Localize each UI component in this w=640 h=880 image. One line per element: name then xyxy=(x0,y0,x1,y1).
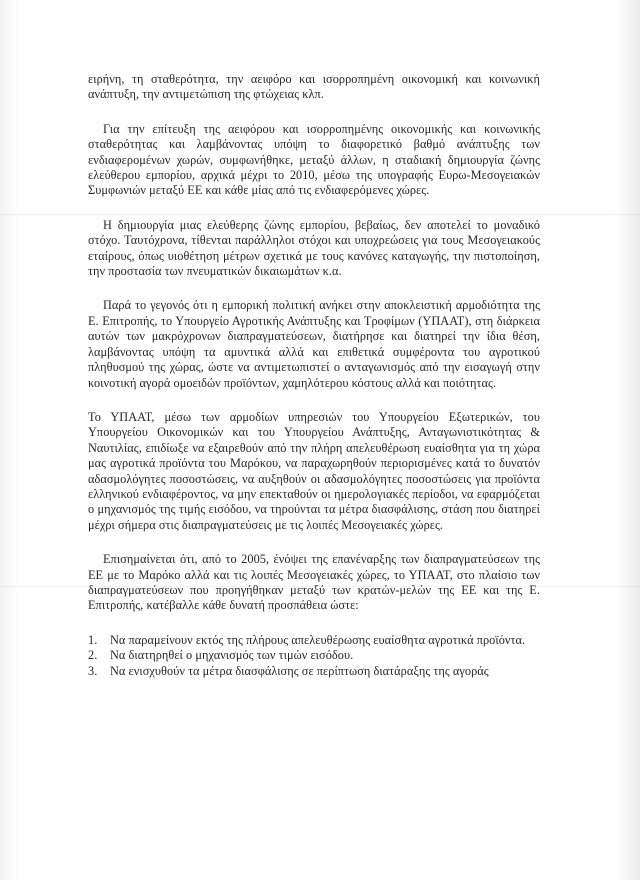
list-item-text: Να ενισχυθούν τα μέτρα διασφάλισης σε περίπτωση διατάραξης της αγοράς xyxy=(110,663,489,678)
list-item-text: Να διατηρηθεί ο μηχανισμός των τιμών εισόδου. xyxy=(110,648,354,663)
list-item-number: 2. xyxy=(88,648,98,663)
list-item-number: 3. xyxy=(88,663,98,678)
list-item-number: 1. xyxy=(88,632,98,647)
numbered-list xyxy=(88,633,540,679)
paragraph: Επισημαίνεται ότι, από το 2005, ένόψει της επανέναρξης των διαπραγματεύσεων της ΕΕ με το Μαρόκο αλλά και τις λοιπές Μεσογειακές χώρες, το ΥΠΑΑΤ, στο πλαίσιο των διαπραγματεύσεων που προηγήθηκαν μεταξύ των κρατών-μελών της ΕΕ και της Ε. Επιτροπής, κατέβαλλε κάθε δυνατή προσπάθεια ώστε: xyxy=(88,552,540,613)
paragraph: Το ΥΠΑΑΤ, μέσω των αρμοδίων υπηρεσιών του Υπουργείου Εξωτερικών, του Υπουργείου Οικονομικών και του Υπουργείου Ανάπτυξης, Ανταγωνιστικότητας & Ναυτιλίας, επιδίωξε να εξαιρεθούν από την πλήρη απελευθέρωση ευαίσθητα για τη χώρα μας αγροτικά προϊόντα του Μαρόκου, να παραχωρηθούν περιορισμένες κατά το δυνατόν αδασμολόγητες ποσοστώσεις, να αυξηθούν οι αδασμολόγητες ποσοστώσεις για προϊόντα ελληνικού ενδιαφέροντος, να μην επεκταθούν οι ημερολογιακές περίοδοι, να εφαρμόζεται ο μηχανισμός της τιμής εισόδου, να τηρούνται τα μέτρα διασφάλισης, στάση που διατηρεί μέχρι σήμερα στις διαπραγματεύσεις με τις λοιπές Μεσογειακές χώρες. xyxy=(88,409,540,532)
list-item xyxy=(88,648,540,663)
list-item xyxy=(88,633,540,648)
paragraph: Η δημιουργία μιας ελεύθερης ζώνης εμπορίου, βεβαίως, δεν αποτελεί το μοναδικό στόχο. Ταυτόχρονα, τίθενται παράλληλοι στόχοι και υποχρεώσεις για τους Μεσογειακούς εταίρους, όπως υιοθέτηση μέτρων σχετικά με τους κανόνες καταγωγής, την πιστοποίηση, την προστασία των πνευματικών δικαιωμάτων κ.α. xyxy=(88,217,540,279)
paragraph: Παρά το γεγονός ότι η εμπορική πολιτική ανήκει στην αποκλειστική αρμοδιότητα της Ε. Επιτροπής, το Υπουργείο Αγροτικής Ανάπτυξης και Τροφίμων (ΥΠΑΑΤ), στη διάρκεια αυτών των μακρόχρονων διαπραγματεύσεων, διατήρησε και διατηρεί την ίδια θέση, λαμβάνοντας υπόψη τα αμυντικά αλλά και επιθετικά συμφέροντα του αγροτικού πληθυσμού της χώρας, ώστε να αντιμετωπιστεί ο ανταγωνισμός από την εισαγωγή στην κοινοτική αγορά ομοειδών προϊόντων, χαμηλότερου κόστους αλλά και ποιότητας. xyxy=(88,298,540,390)
list-item xyxy=(88,664,540,679)
paragraph: Για την επίτευξη της αειφόρου και ισορροπημένης οικονομικής και κοινωνικής σταθερότητας και λαμβάνοντας υπόψη το διαφορετικό βαθμό ανάπτυξης των ενδιαφερομένων χωρών, συμφωνήθηκε, μεταξύ άλλων, η σταδιακή δημιουργία ζώνης ελεύθερου εμπορίου, αρχικά μέχρι το 2010, μέσω της υπογραφής Ευρω-Μεσογειακών Συμφωνιών μεταξύ ΕΕ και κάθε μίας από τις ενδιαφερόμενες χώρες. xyxy=(88,121,540,198)
paragraph: ειρήνη, τη σταθερότητα, την αειφόρο και ισορροπημένη οικονομική και κοινωνική ανάπτυξη, την αντιμετώπιση της φτώχειας κλπ. xyxy=(88,72,540,102)
list-item-text: Να παραμείνουν εκτός της πλήρους απελευθέρωσης ευαίσθητα αγροτικά προϊόντα. xyxy=(110,632,526,647)
document-body xyxy=(88,72,540,679)
